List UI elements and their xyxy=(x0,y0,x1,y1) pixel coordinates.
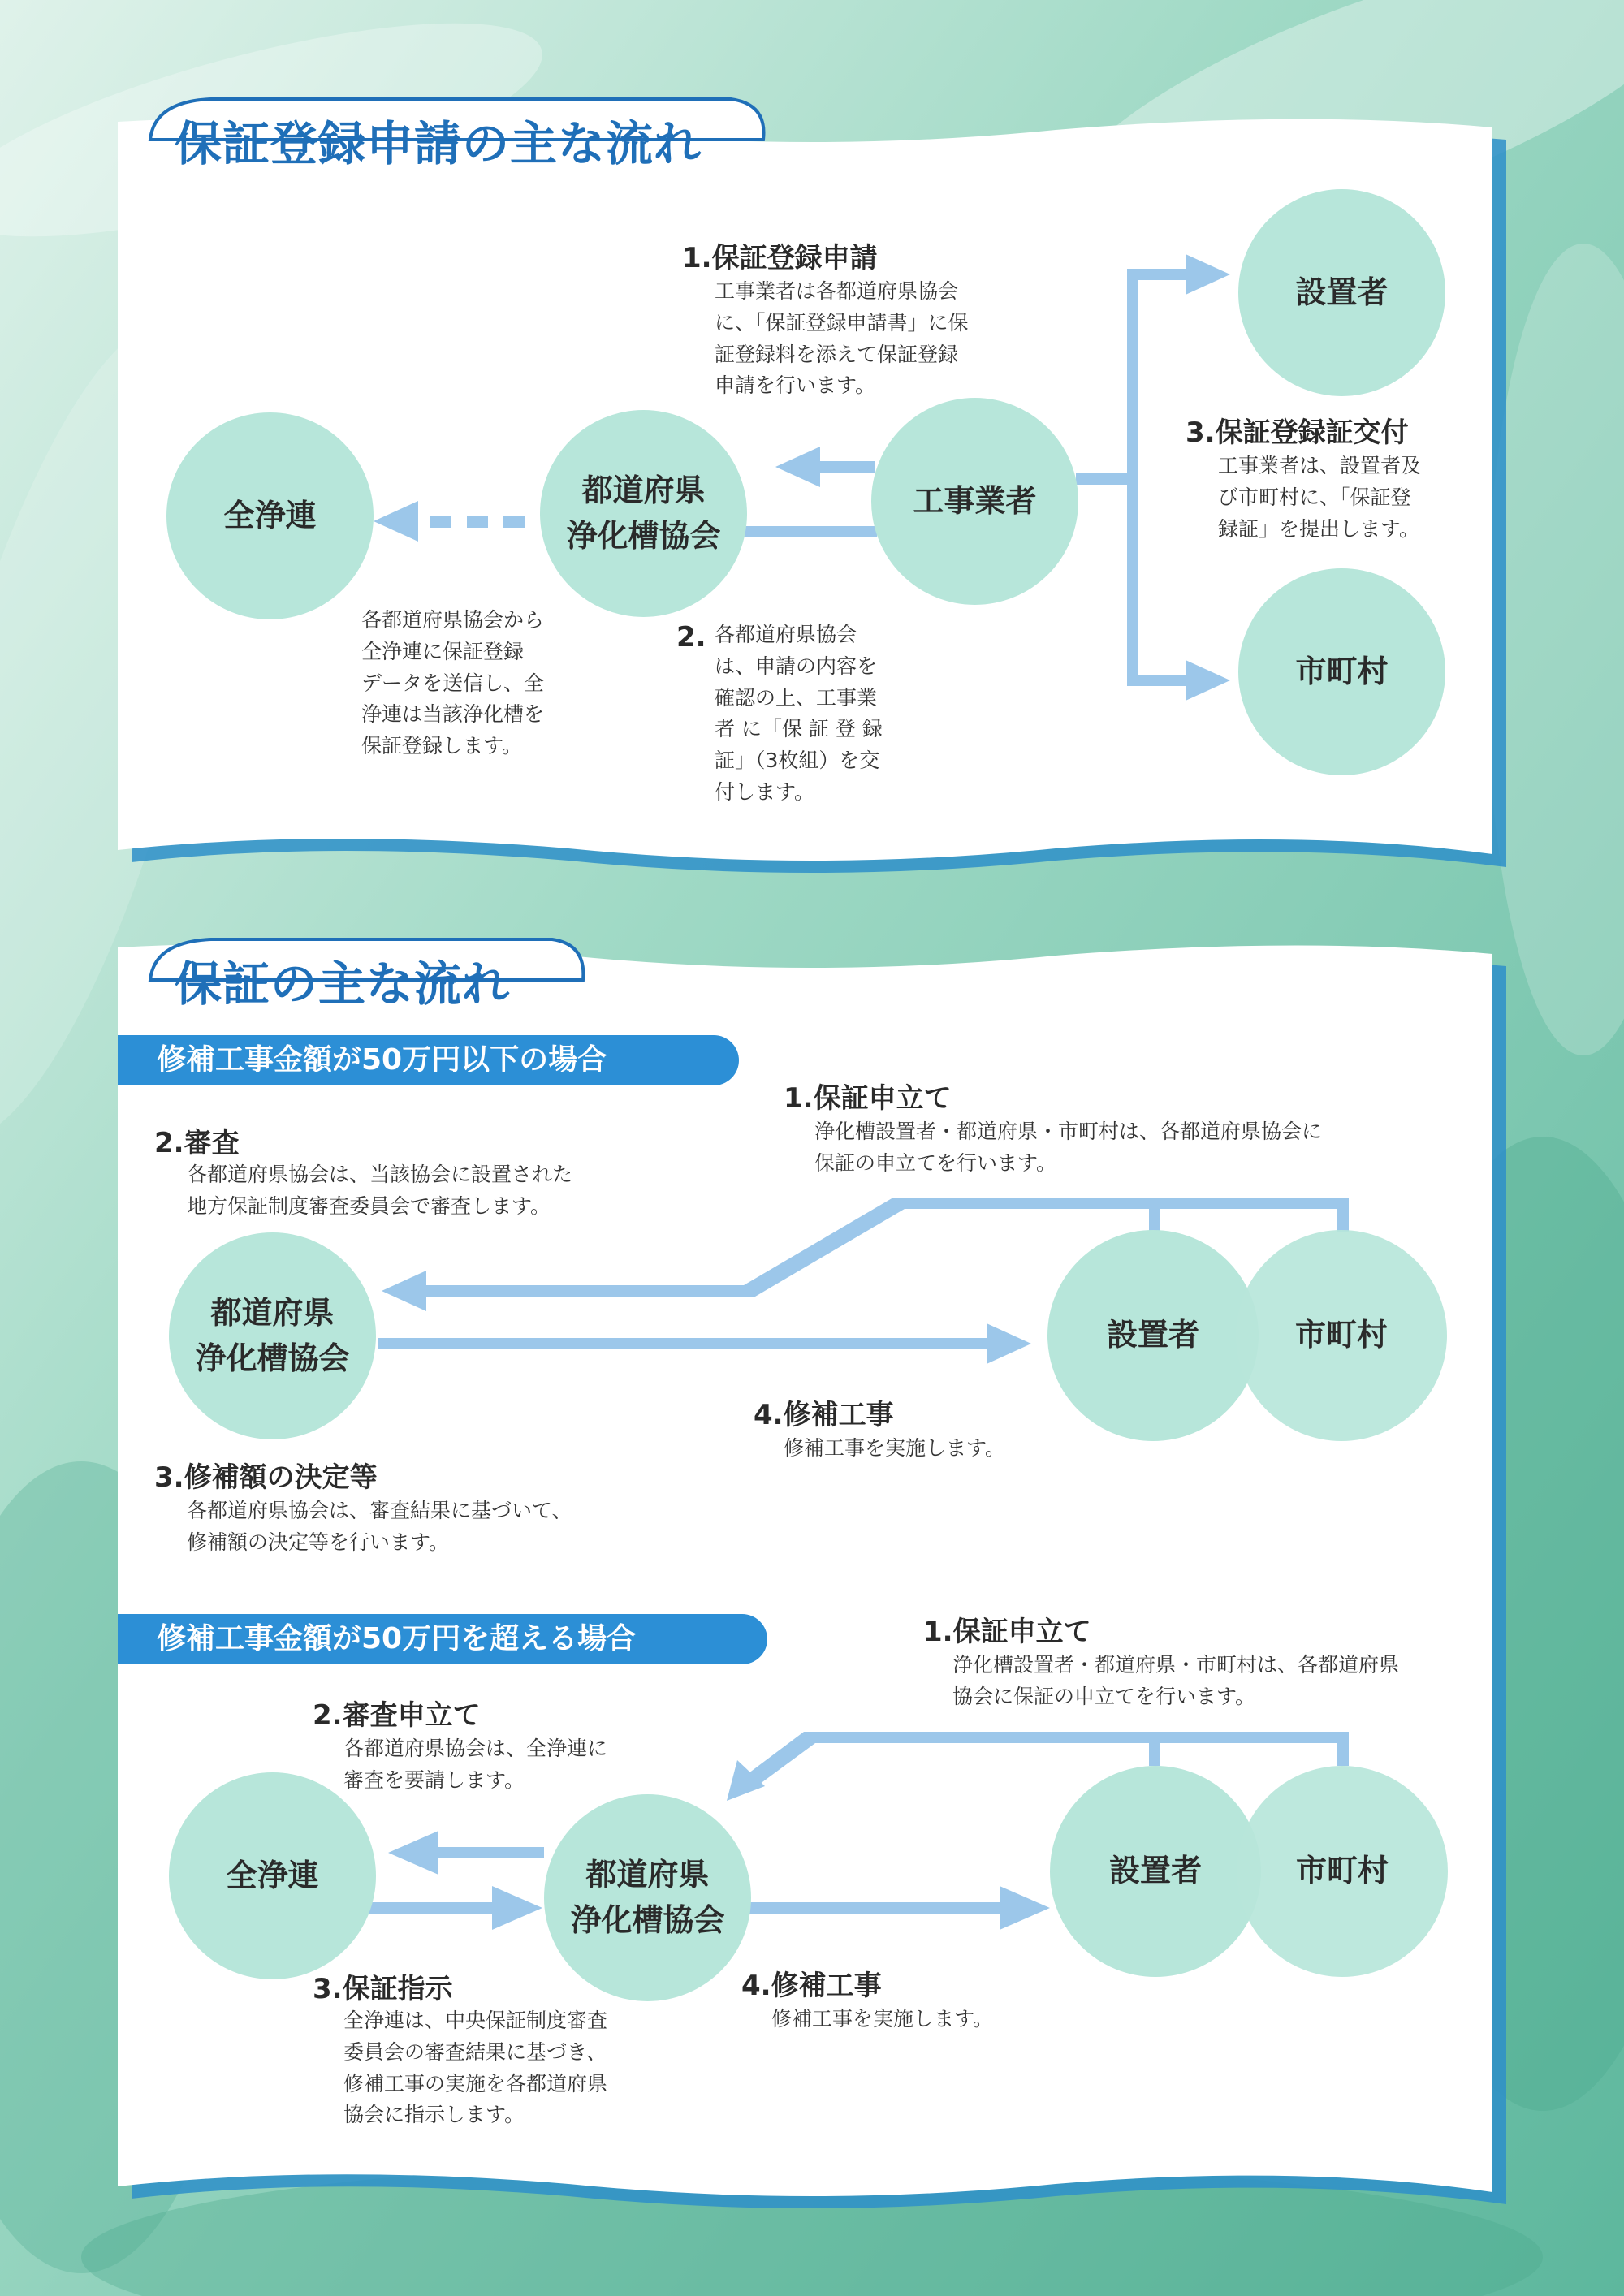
caseA-diagonal xyxy=(744,1198,905,1297)
branch-municipality-head xyxy=(1186,660,1230,701)
arrow-dotted-dash-2 xyxy=(467,516,488,528)
s1-step3-desc: 工事業者は、設置者及 び市町村に、「保証登 録証」を提出します。 xyxy=(1218,454,1422,541)
section1-title: 保証登録申請の主な流れ xyxy=(175,116,702,171)
caseA-step1-title: 1.保証申立て xyxy=(784,1082,952,1115)
caseB-repair-line xyxy=(743,1902,1003,1914)
caseA-top-drop-1 xyxy=(1149,1198,1160,1232)
s1-step1-title: 1.保証登録申請 xyxy=(682,242,878,274)
caseB-step3-desc: 全浄連は、中央保証制度審査 委員会の審査結果に基づき、 修補工事の実施を各都道府県 協会に指示します。 xyxy=(343,2009,608,2127)
caseA-step4-desc: 修補工事を実施します。 xyxy=(784,1436,1006,1460)
caseA-step4-title: 4.修補工事 xyxy=(754,1399,894,1431)
s1-step2-num: 2. xyxy=(676,621,706,654)
caseB-repair-head xyxy=(1000,1886,1050,1930)
caseA-top-drop-2 xyxy=(1337,1198,1349,1232)
caseB-instruct-line xyxy=(369,1902,495,1914)
caseA-step3-title: 3.修補額の決定等 xyxy=(154,1461,378,1494)
caseA-step1-desc: 浄化槽設置者・都道府県・市町村は、各都道府県協会に 保証の申立てを行います。 xyxy=(814,1120,1323,1175)
s1-step1-desc: 工事業者は各都道府県協会 に、「保証登録申請書」に保 証登録料を添えて保証登録 申請を行います。 xyxy=(715,279,969,398)
caseB-step1-title: 1.保証申立て xyxy=(923,1616,1091,1648)
caseA-repair-head xyxy=(987,1323,1031,1364)
caseB-step4-title: 4.修補工事 xyxy=(741,1970,882,2002)
caseA-node-installer: 設置者 xyxy=(1047,1230,1259,1441)
caseB-label: 修補工事金額が50万円を超える場合 xyxy=(118,1614,767,1664)
caseB-node-installer: 設置者 xyxy=(1050,1766,1261,1977)
caseB-step1-desc: 浄化槽設置者・都道府県・市町村は、各都道府県 協会に保証の申立てを行います。 xyxy=(952,1653,1400,1708)
branch-installer-head xyxy=(1186,254,1230,295)
arrow-contractor-to-pref-shaft xyxy=(812,461,875,473)
arrow-contractor-to-pref-head xyxy=(775,447,820,487)
node-zenjoren: 全浄連 xyxy=(166,412,374,619)
caseB-to-zenjoren-head xyxy=(388,1831,438,1875)
caseA-step3-desc: 各都道府県協会は、審査結果に基づいて、 修補額の決定等を行います。 xyxy=(187,1499,572,1554)
node-installer: 設置者 xyxy=(1238,189,1445,396)
caseB-step3-title: 3.保証指示 xyxy=(313,1973,453,2005)
branch-stub xyxy=(1076,473,1133,485)
caseB-step4-desc: 修補工事を実施します。 xyxy=(771,2007,994,2031)
caseA-node-municipality: 市町村 xyxy=(1236,1230,1447,1441)
caseA-node-prefecture: 都道府県 浄化槽協会 xyxy=(169,1232,376,1439)
branch-vertical xyxy=(1127,274,1138,680)
caseA-step2-title: 2.審査 xyxy=(154,1127,240,1159)
section2-title: 保証の主な流れ xyxy=(175,956,511,1012)
node-municipality: 市町村 xyxy=(1238,568,1445,775)
caseB-node-prefecture: 都道府県 浄化槽協会 xyxy=(544,1794,751,2001)
caseB-top-drop-1 xyxy=(1149,1732,1160,1766)
arrow-dotted-dash-1 xyxy=(430,516,451,528)
node-contractor: 工事業者 xyxy=(871,398,1078,605)
caseA-return-line xyxy=(422,1285,755,1297)
arrow-pref-to-contractor xyxy=(731,526,877,537)
s1-note: 各都道府県協会から 全浄連に保証登録 データを送信し、全 浄連は当該浄化槽を 保証登録します。 xyxy=(361,608,545,757)
s1-step2-desc: 各都道府県協会 は、申請の内容を 確認の上、工事業 者 に「保 証 登 録 証」（3枚組）を交 付します。 xyxy=(715,623,883,804)
caseB-node-municipality: 市町村 xyxy=(1237,1766,1448,1977)
caseB-to-zenjoren-line xyxy=(438,1847,544,1858)
caseA-repair-line xyxy=(378,1338,995,1349)
caseB-top-drop-2 xyxy=(1337,1732,1349,1766)
s1-step3-title: 3.保証登録証交付 xyxy=(1186,416,1409,449)
caseA-label: 修補工事金額が50万円以下の場合 xyxy=(118,1035,739,1085)
arrow-dotted-to-zenjoren-head xyxy=(374,501,418,542)
caseA-top-line xyxy=(893,1198,1348,1209)
caseB-top-line xyxy=(804,1732,1348,1743)
arrow-dotted-dash-3 xyxy=(503,516,525,528)
caseA-return-head xyxy=(382,1271,426,1311)
caseA-step2-desc: 各都道府県協会は、当該協会に設置された 地方保証制度審査委員会で審査します。 xyxy=(187,1163,573,1218)
caseB-node-zenjoren: 全浄連 xyxy=(169,1772,376,1979)
caseB-step2-title: 2.審査申立て xyxy=(313,1699,481,1732)
caseB-step2-desc: 各都道府県協会は、全浄連に 審査を要請します。 xyxy=(343,1737,608,1792)
node-prefecture: 都道府県 浄化槽協会 xyxy=(540,410,747,617)
caseB-instruct-head xyxy=(492,1886,542,1930)
